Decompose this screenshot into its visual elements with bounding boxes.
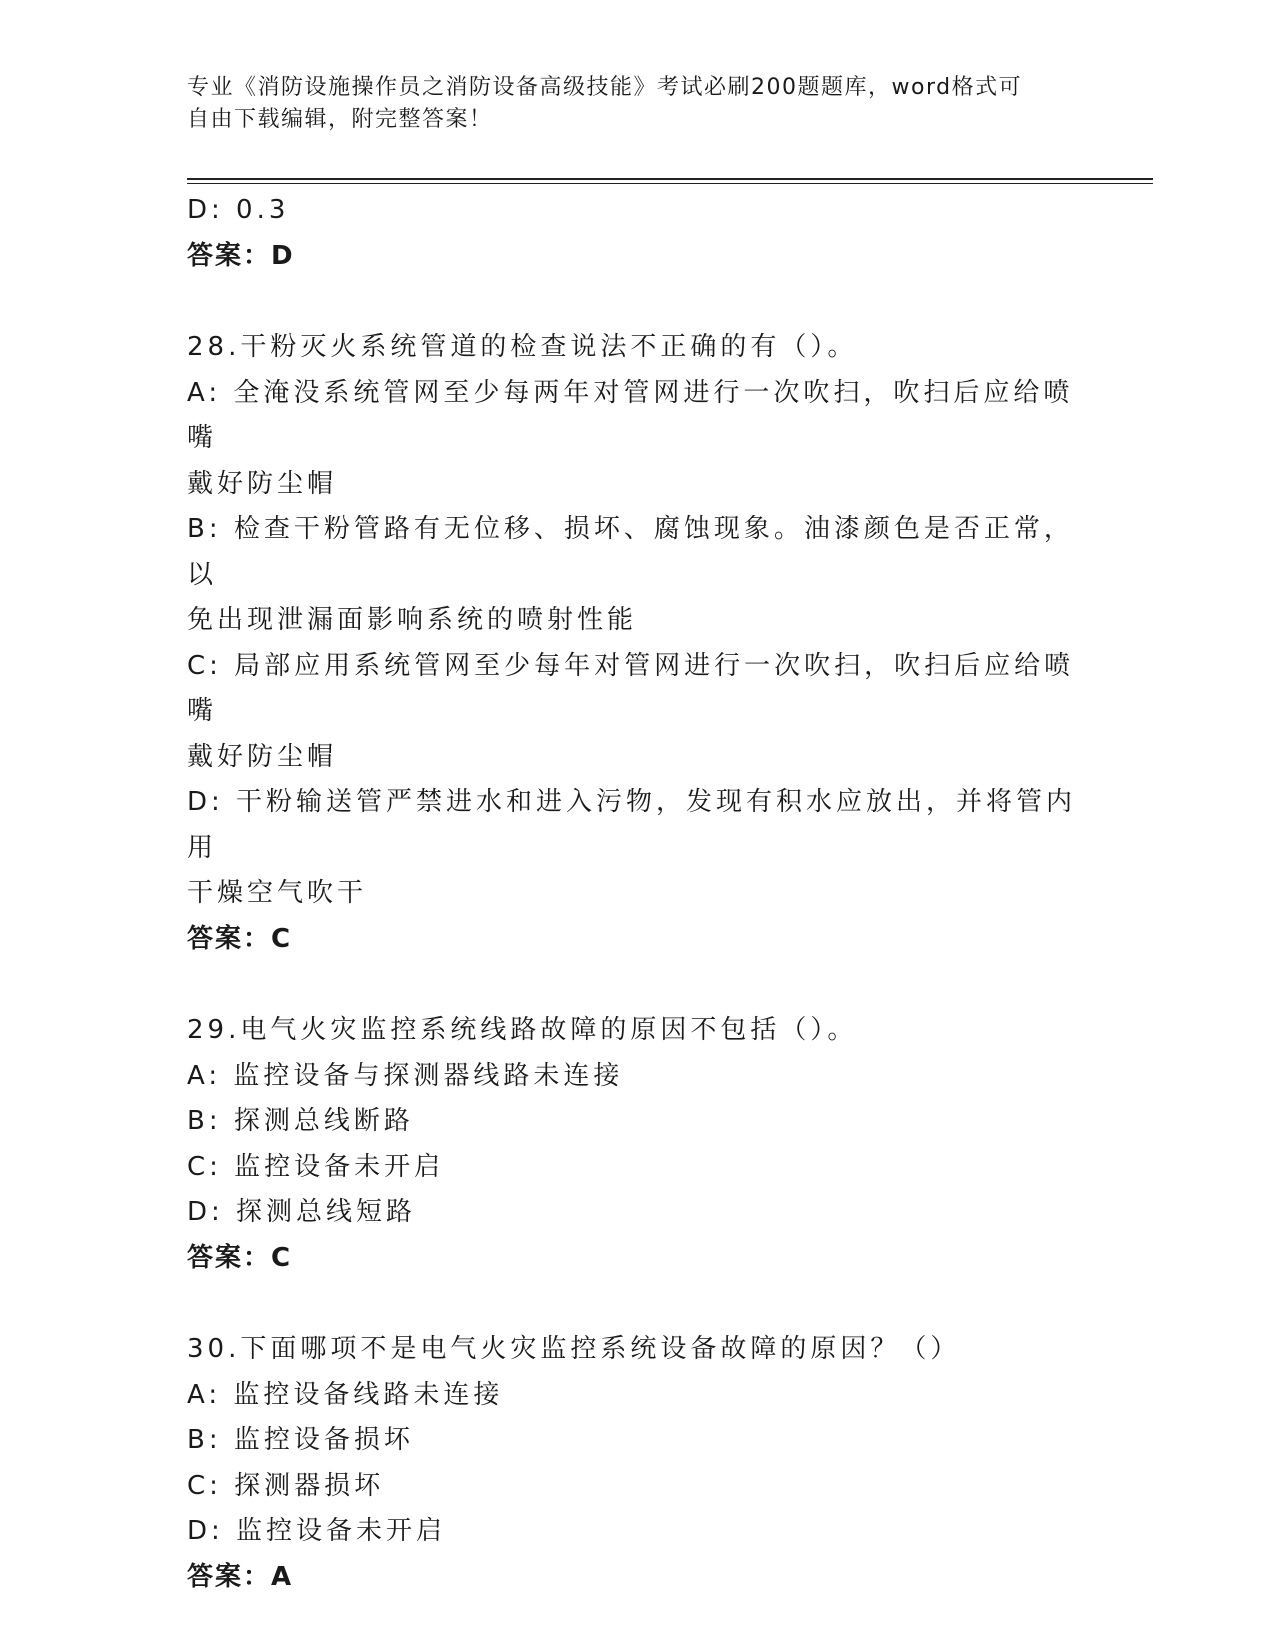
header-divider-thin — [187, 183, 1153, 184]
option-c-line-2: 戴好防尘帽 — [187, 741, 338, 772]
option-b: B: 监控设备损坏 — [187, 1425, 414, 1455]
spacer — [187, 279, 1087, 325]
spacer — [187, 1281, 1087, 1327]
option-a-line-2: 戴好防尘帽 — [187, 468, 338, 499]
question-28 — [187, 325, 1087, 962]
question-29 — [187, 1008, 1087, 1281]
header-line-1: 专业《消防设施操作员之消防设备高级技能》考试必刷200题题库，word格式可 — [187, 75, 1023, 100]
header-line-2: 自由下载编辑，附完整答案！ — [187, 107, 493, 132]
option-a-line-1: A: 全淹没系统管网至少每两年对管网进行一次吹扫，吹扫后应给喷嘴 — [187, 377, 1074, 453]
question-text: 30.下面哪项不是电气火灾监控系统设备故障的原因？（） — [187, 1334, 961, 1364]
option-c-line-1: C: 局部应用系统管网至少每年对管网进行一次吹扫，吹扫后应给喷嘴 — [187, 650, 1075, 726]
answer-line: 答案：C — [187, 1242, 293, 1273]
option-b-line-2: 免出现泄漏面影响系统的喷射性能 — [187, 605, 638, 635]
document-body — [187, 188, 1087, 1600]
document-header — [187, 72, 1087, 136]
question-30 — [187, 1327, 1087, 1600]
option-b-line-1: B: 检查干粉管路有无位移、损坏、腐蚀现象。油漆颜色是否正常，以 — [187, 514, 1074, 590]
option-b: B: 探测总线断路 — [187, 1106, 414, 1136]
option-a: A: 监控设备线路未连接 — [187, 1379, 504, 1410]
option-a: A: 监控设备与探测器线路未连接 — [187, 1060, 624, 1091]
option-c: C: 监控设备未开启 — [187, 1151, 445, 1182]
option-d: D: 监控设备未开启 — [187, 1516, 447, 1546]
question-text: 28.干粉灭火系统管道的检查说法不正确的有（）。 — [187, 332, 858, 362]
question-text: 29.电气火灾监控系统线路故障的原因不包括（）。 — [187, 1015, 858, 1045]
answer-line: 答案：D — [187, 240, 295, 271]
option-d-line-1: D: 干粉输送管严禁进水和进入污物，发现有积水应放出，并将管内用 — [187, 787, 1077, 863]
header-divider-thick — [187, 178, 1153, 180]
question-27-tail — [187, 188, 1087, 279]
option-d: D: 0.3 — [187, 195, 290, 225]
answer-line: 答案：A — [187, 1561, 294, 1592]
option-c: C: 探测器损坏 — [187, 1470, 385, 1501]
option-d: D: 探测总线短路 — [187, 1197, 417, 1227]
option-d-line-2: 干燥空气吹干 — [187, 878, 368, 908]
answer-line: 答案：C — [187, 923, 293, 954]
spacer — [187, 962, 1087, 1008]
